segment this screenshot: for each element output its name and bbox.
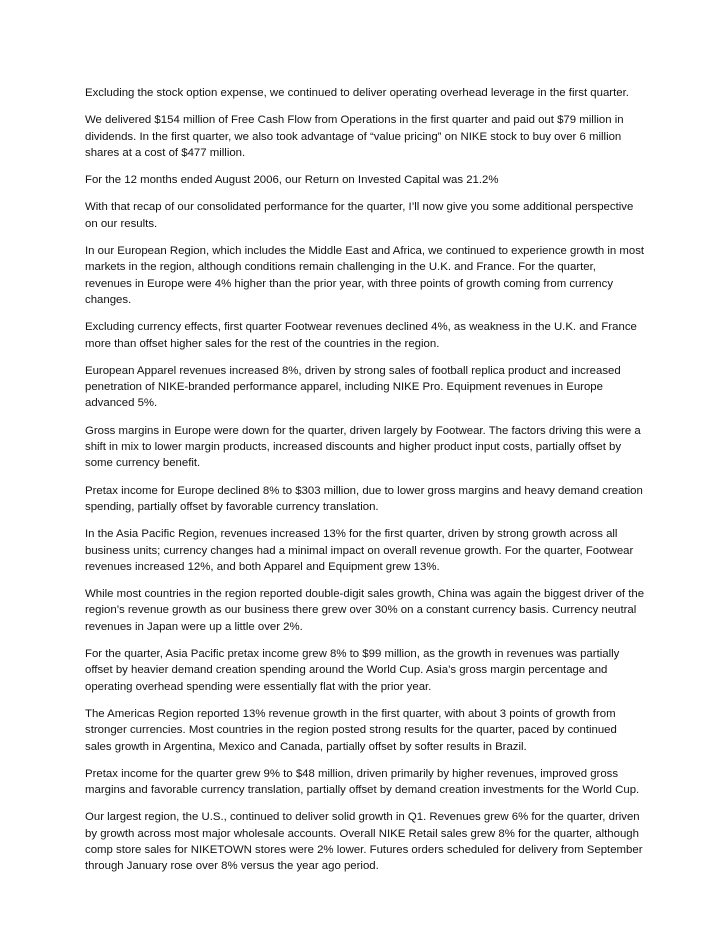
paragraph-europe-apparel: European Apparel revenues increased 8%, driven by strong sales of football replica product and increased penetration of NIKE-branded performance apparel, including NIKE Pro. Equipment revenues in Europe advanced 5%. [85,364,621,410]
paragraph-return-on-invested-capital: For the 12 months ended August 2006, our Return on Invested Capital was 21.2% [85,174,499,187]
paragraph-asia-pretax-income: For the quarter, Asia Pacific pretax income grew 8% to $99 million, as the growth in revenues was partially offset by heavier demand creation spending around the World Cup. Asia’s gross margin percentage and operating overhead spending were essentially flat with the prior year. [85,648,620,693]
paragraph-european-region: In our European Region, which includes the Middle East and Africa, we continued to experience growth in most markets in the region, although conditions remain challenging in the U.K. and France. For the quarter, revenues in Europe were 4% higher than the prior year, with three points of growth coming from currency changes. [85,245,645,306]
paragraph-europe-footwear: Excluding currency effects, first quarter Footwear revenues declined 4%, as weakness in the U.K. and France more than offset higher sales for the rest of the countries in the region. [85,321,637,350]
paragraph-asia-pacific-region: In the Asia Pacific Region, revenues increased 13% for the first quarter, driven by strong growth across all business units; currency changes had a minimal impact on overall revenue growth. For the quarter, Footwear revenues increased 12%, and both Apparel and Equipment grew 13%. [85,528,634,573]
paragraph-asia-china-japan: While most countries in the region reported double-digit sales growth, China was again the biggest driver of the region’s revenue growth as our business there grew over 30% on a constant currency basis. Currency neutral revenues in Japan were up a little over 2%. [85,588,645,633]
paragraph-americas-pretax-income: Pretax income for the quarter grew 9% to $48 million, driven primarily by higher revenues, improved gross margins and favorable currency translation, partially offset by demand creation investments for the World Cup. [85,767,640,797]
paragraph-recap-transition: With that recap of our consolidated performance for the quarter, I’ll now give you some additional perspective on our results. [85,201,634,230]
paragraph-americas-region: The Americas Region reported 13% revenue growth in the first quarter, with about 3 points of growth from stronger currencies. Most countries in the region posted strong results for the quarter, paced by continued sales growth in Argentina, Mexico and Canada, partially offset by softer results in Brazil. [85,707,617,753]
paragraph-europe-pretax-income: Pretax income for Europe declined 8% to $303 million, due to lower gross margins and heavy demand creation spending, partially offset by favorable currency translation. [85,484,643,513]
paragraph-europe-gross-margins: Gross margins in Europe were down for the quarter, driven largely by Footwear. The factors driving this were a shift in mix to lower margin products, increased discounts and higher product input costs, partially offset by some currency benefit. [85,424,641,470]
paragraph-free-cash-flow: We delivered $154 million of Free Cash Flow from Operations in the first quarter and paid out $79 million in dividends. In the first quarter, we also took advantage of “value pricing” on NIKE stock to buy over 6 million shares at a cost of $477 million. [85,114,624,159]
paragraph-stock-option-expense: Excluding the stock option expense, we continued to deliver operating overhead leverage in the first quarter. [85,87,629,99]
document-page [85,85,645,886]
paragraph-us-region: Our largest region, the U.S., continued to deliver solid growth in Q1. Revenues grew 6% for the quarter, driven by growth across most major wholesale accounts. Overall NIKE Retail sales grew 8% for the quarter, although comp store sales for NIKETOWN stores were 2% lower. Futures orders scheduled for delivery from September through January rose over 8% versus the year ago period. [85,811,643,873]
